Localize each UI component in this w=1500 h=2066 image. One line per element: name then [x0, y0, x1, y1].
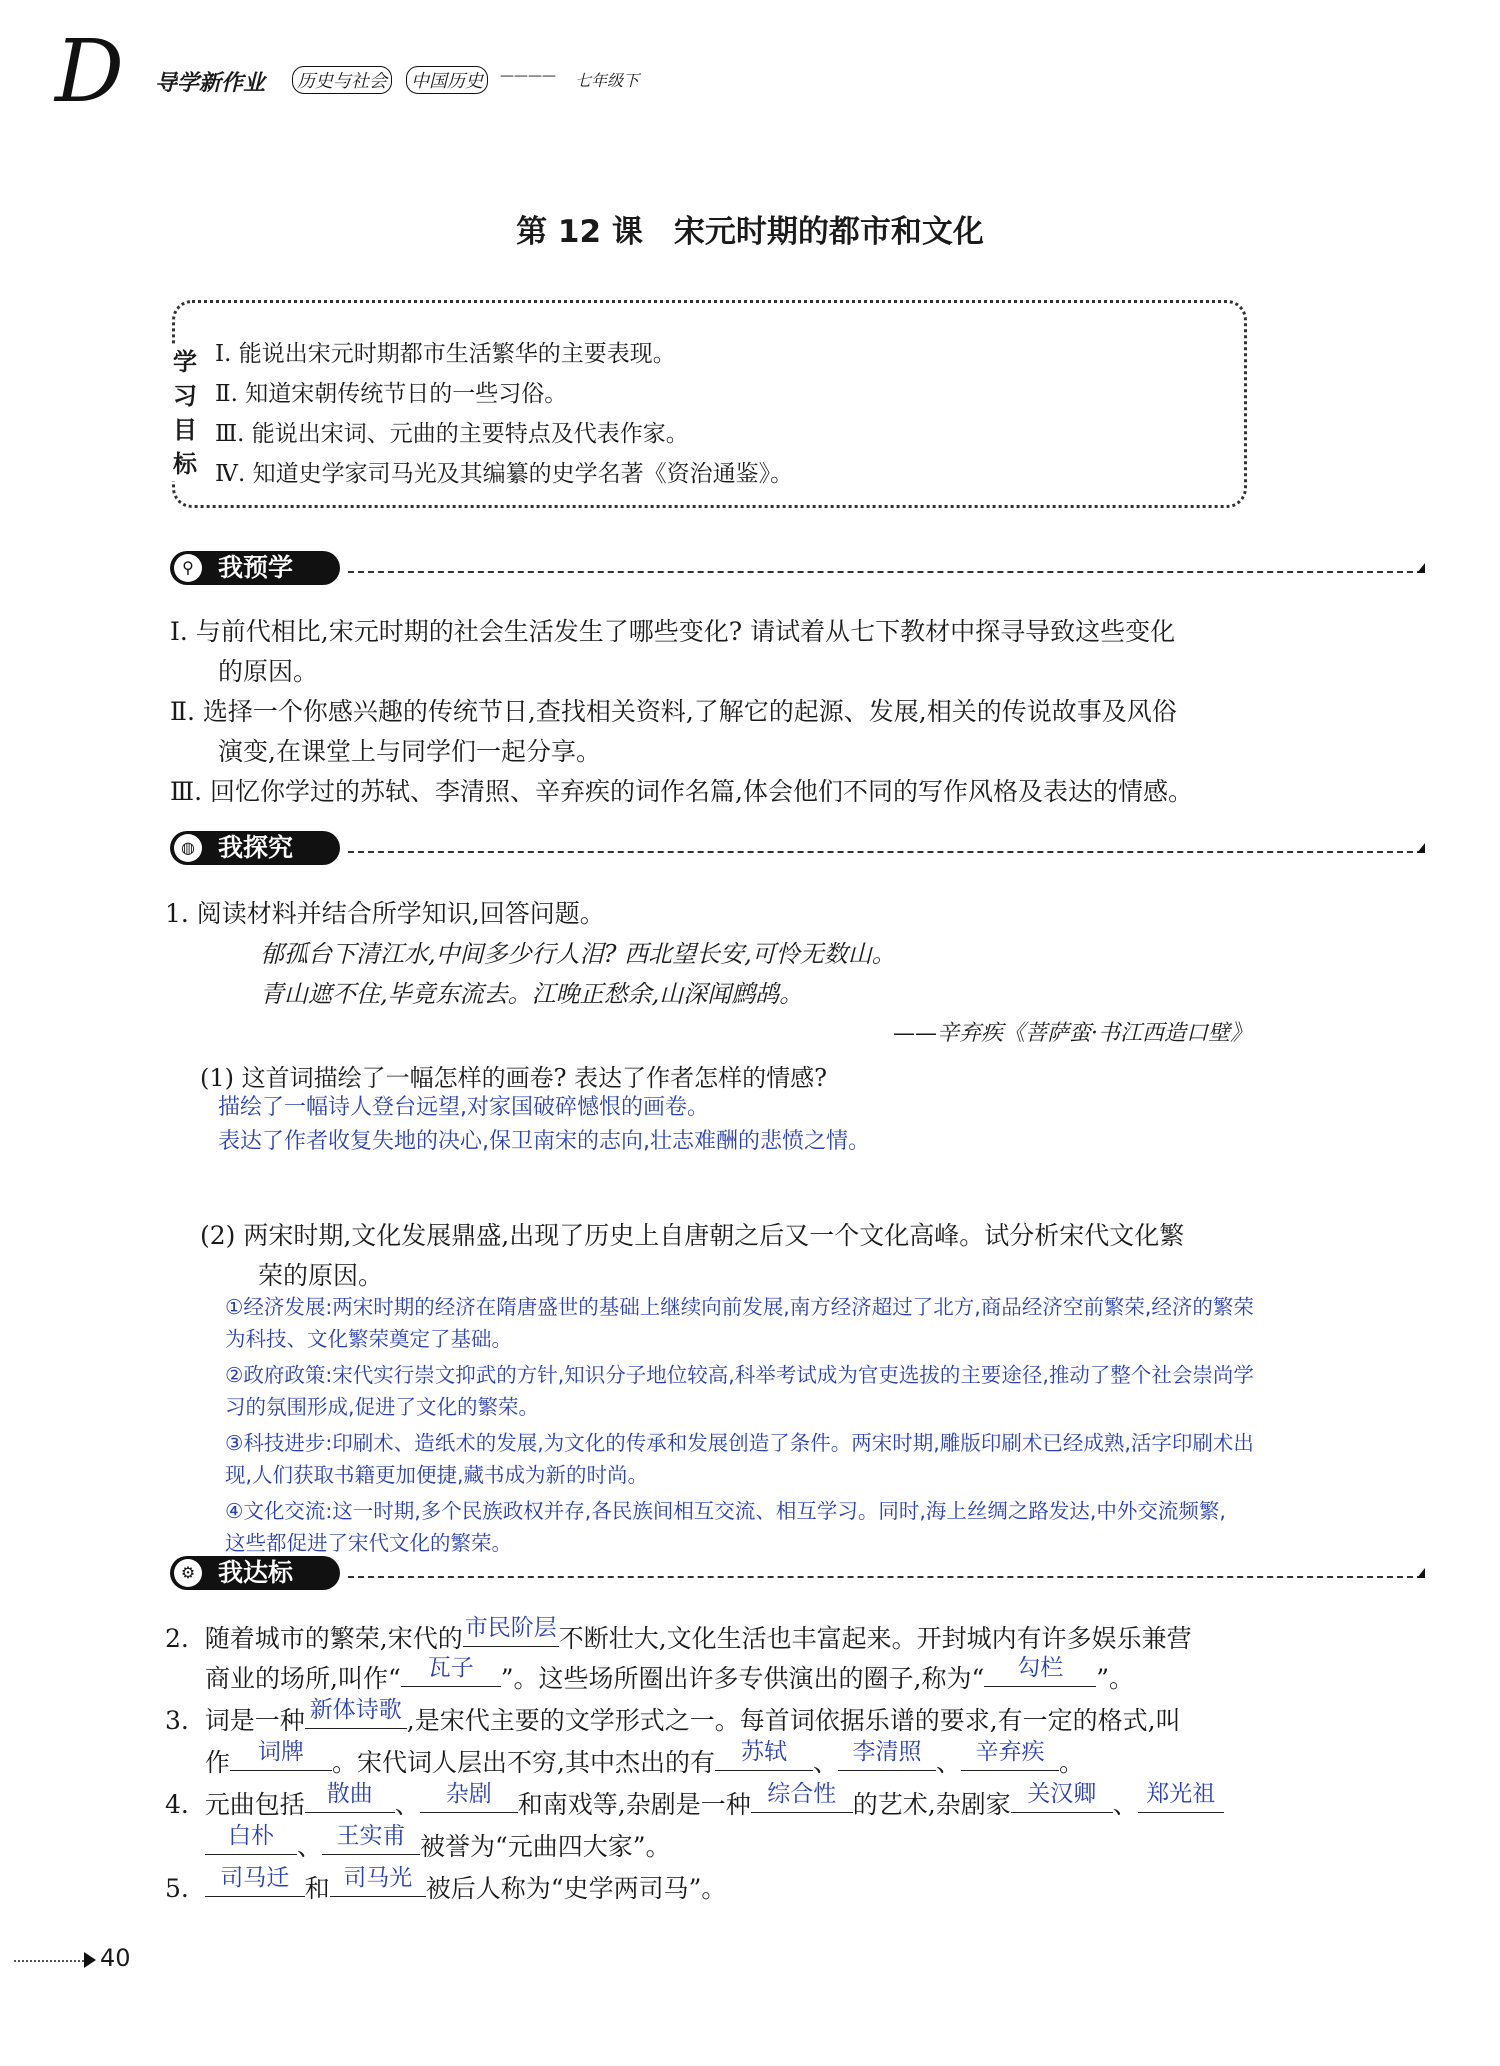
- preview-line: 的原因。: [218, 657, 319, 686]
- question-3: 3. 词是一种 新体诗歌 ,是宋代主要的文学形式之一。每首词依据乐谱的要求,有一定的格式,叫: [165, 1697, 1181, 1735]
- answer-text: 为科技、文化繁荣奠定了基础。: [225, 1327, 512, 1351]
- question-3-cont: 作 词牌 。宋代词人层出不穷,其中杰出的有 苏轼 、 李清照 、 辛弃疾 。: [205, 1739, 1085, 1777]
- sub-question-2: (2) 两宋时期,文化发展鼎盛,出现了历史上自唐朝之后又一个文化高峰。试分析宋代文化繁: [200, 1221, 1185, 1250]
- fill-blank: 王实甫: [322, 1824, 420, 1855]
- question-2-cont: 商业的场所,叫作“ 瓦子 ”。这些场所圈出许多专供演出的圈子,称为“ 勾栏 ”。: [205, 1655, 1135, 1693]
- answer-text: 表达了作者收复失地的决心,保卫南宋的志向,壮志难酬的悲愤之情。: [218, 1129, 870, 1154]
- objective-item: Ⅰ. 能说出宋元时期都市生活繁华的主要表现。: [215, 341, 676, 367]
- answer-text: 这些都促进了宋代文化的繁荣。: [225, 1531, 512, 1555]
- fill-blank: 勾栏: [984, 1656, 1096, 1687]
- fill-blank: 散曲: [305, 1782, 395, 1813]
- preview-line: Ⅲ. 回忆你学过的苏轼、李清照、辛弃疾的词作名篇,体会他们不同的写作风格及表达的情感。: [170, 777, 1193, 806]
- subject-badge-2: 中国历史: [406, 66, 488, 94]
- poem-line: 郁孤台下清江水,中间多少行人泪? 西北望长安,可怜无数山。: [260, 940, 896, 968]
- fill-blank: 白朴: [205, 1824, 297, 1855]
- poem-source: ——辛弃疾《菩萨蛮·书江西造口壁》: [893, 1021, 1252, 1046]
- question-5: 5. 司马迁 和 司马光 被后人称为“史学两司马”。: [165, 1865, 727, 1903]
- poem-line: 青山遮不住,毕竟东流去。江晚正愁余,山深闻鹧鸪。: [260, 980, 804, 1008]
- preview-line: Ⅱ. 选择一个你感兴趣的传统节日,查找相关资料,了解它的起源、发展,相关的传说故事及风俗: [170, 697, 1177, 726]
- series-name: 导学新作业: [155, 71, 266, 96]
- standard-section-title: ⚙ 我达标: [170, 1556, 340, 1590]
- section-end-marker: [1417, 1568, 1425, 1578]
- section-end-marker: [1417, 843, 1425, 853]
- objective-item: Ⅳ. 知道史学家司马光及其编纂的史学名著《资治通鉴》。: [215, 461, 794, 487]
- section-divider: [348, 851, 1423, 853]
- sub-question-1: (1) 这首词描绘了一幅怎样的画卷? 表达了作者怎样的情感?: [200, 1064, 827, 1092]
- fill-blank: 苏轼: [715, 1740, 813, 1771]
- fill-blank: 关汉卿: [1011, 1782, 1113, 1813]
- objectives-label: 学 习 目 标: [167, 345, 203, 481]
- objective-item: Ⅱ. 知道宋朝传统节日的一些习俗。: [215, 381, 568, 407]
- section-divider: [348, 1576, 1423, 1578]
- fill-blank: 综合性: [751, 1782, 853, 1813]
- page-number-arrow: [84, 1952, 96, 1968]
- answer-text: 现,人们获取书籍更加便捷,藏书成为新的时尚。: [225, 1463, 649, 1487]
- subject-badge-1: 历史与社会: [292, 66, 392, 94]
- answer-text: ③科技进步:印刷术、造纸术的发展,为文化的传承和发展创造了条件。两宋时期,雕版印刷术已经成熟,活字印刷术出: [225, 1431, 1254, 1455]
- preview-section-title: ⚲ 我预学: [170, 551, 340, 585]
- section-divider: [348, 571, 1423, 573]
- header-dash: ————: [500, 68, 556, 84]
- header: [55, 22, 755, 122]
- fill-blank: 李清照: [838, 1740, 936, 1771]
- standard-section-icon: ⚙: [174, 1559, 202, 1587]
- fill-blank: 司马迁: [205, 1866, 305, 1897]
- fill-blank: 市民阶层: [463, 1616, 559, 1647]
- section-end-marker: [1417, 563, 1425, 573]
- logo-letter: D: [55, 22, 124, 122]
- explore-section-icon: ◍: [174, 834, 202, 862]
- fill-blank: 瓦子: [401, 1656, 501, 1687]
- fill-blank: 词牌: [230, 1740, 332, 1771]
- fill-blank: 辛弃疾: [961, 1740, 1059, 1771]
- preview-section-icon: ⚲: [174, 554, 202, 582]
- page-number: 40: [100, 1944, 131, 1972]
- question-1-prompt: 1. 阅读材料并结合所学知识,回答问题。: [165, 899, 605, 928]
- fill-blank: 郑光祖: [1138, 1782, 1224, 1813]
- answer-text: 习的氛围形成,促进了文化的繁荣。: [225, 1395, 540, 1419]
- grade-label: 七年级下: [575, 71, 640, 90]
- question-4-cont: 白朴 、 王实甫 被誉为“元曲四大家”。: [205, 1824, 671, 1863]
- answer-text: 描绘了一幅诗人登台远望,对家国破碎憾恨的画卷。: [218, 1095, 709, 1120]
- answer-text: ①经济发展:两宋时期的经济在隋唐盛世的基础上继续向前发展,南方经济超过了北方,商品经济空前繁荣,经济的繁荣: [225, 1295, 1254, 1319]
- sub-question-2-cont: 荣的原因。: [258, 1261, 384, 1290]
- preview-line: Ⅰ. 与前代相比,宋元时期的社会生活发生了哪些变化? 请试着从七下教材中探寻导致这些变化: [170, 617, 1176, 646]
- explore-section-title: ◍ 我探究: [170, 831, 340, 865]
- objectives-box: [172, 300, 1247, 508]
- fill-blank: 司马光: [330, 1866, 426, 1897]
- fill-blank: 杂剧: [420, 1782, 518, 1813]
- objective-item: Ⅲ. 能说出宋词、元曲的主要特点及代表作家。: [215, 421, 689, 447]
- answer-text: ②政府政策:宋代实行崇文抑武的方针,知识分子地位较高,科举考试成为官吏选拔的主要途径,推动了整个社会崇尚学: [225, 1363, 1254, 1387]
- question-4: 4. 元曲包括 散曲 、 杂剧 和南戏等,杂剧是一种 综合性 的艺术,杂剧家 关汉卿 、 郑光祖: [165, 1782, 1224, 1821]
- fill-blank: 新体诗歌: [305, 1698, 407, 1729]
- page-number-leader: [14, 1960, 84, 1962]
- answer-text: ④文化交流:这一时期,多个民族政权并存,各民族间相互交流、相互学习。同时,海上丝绸之路发达,中外交流频繁,: [225, 1499, 1226, 1523]
- question-2: 2. 随着城市的繁荣,宋代的 市民阶层 不断壮大,文化生活也丰富起来。开封城内有许多娱乐兼营: [165, 1615, 1192, 1653]
- lesson-title: 第 12 课 宋元时期的都市和文化: [516, 214, 984, 250]
- preview-line: 演变,在课堂上与同学们一起分享。: [218, 737, 601, 766]
